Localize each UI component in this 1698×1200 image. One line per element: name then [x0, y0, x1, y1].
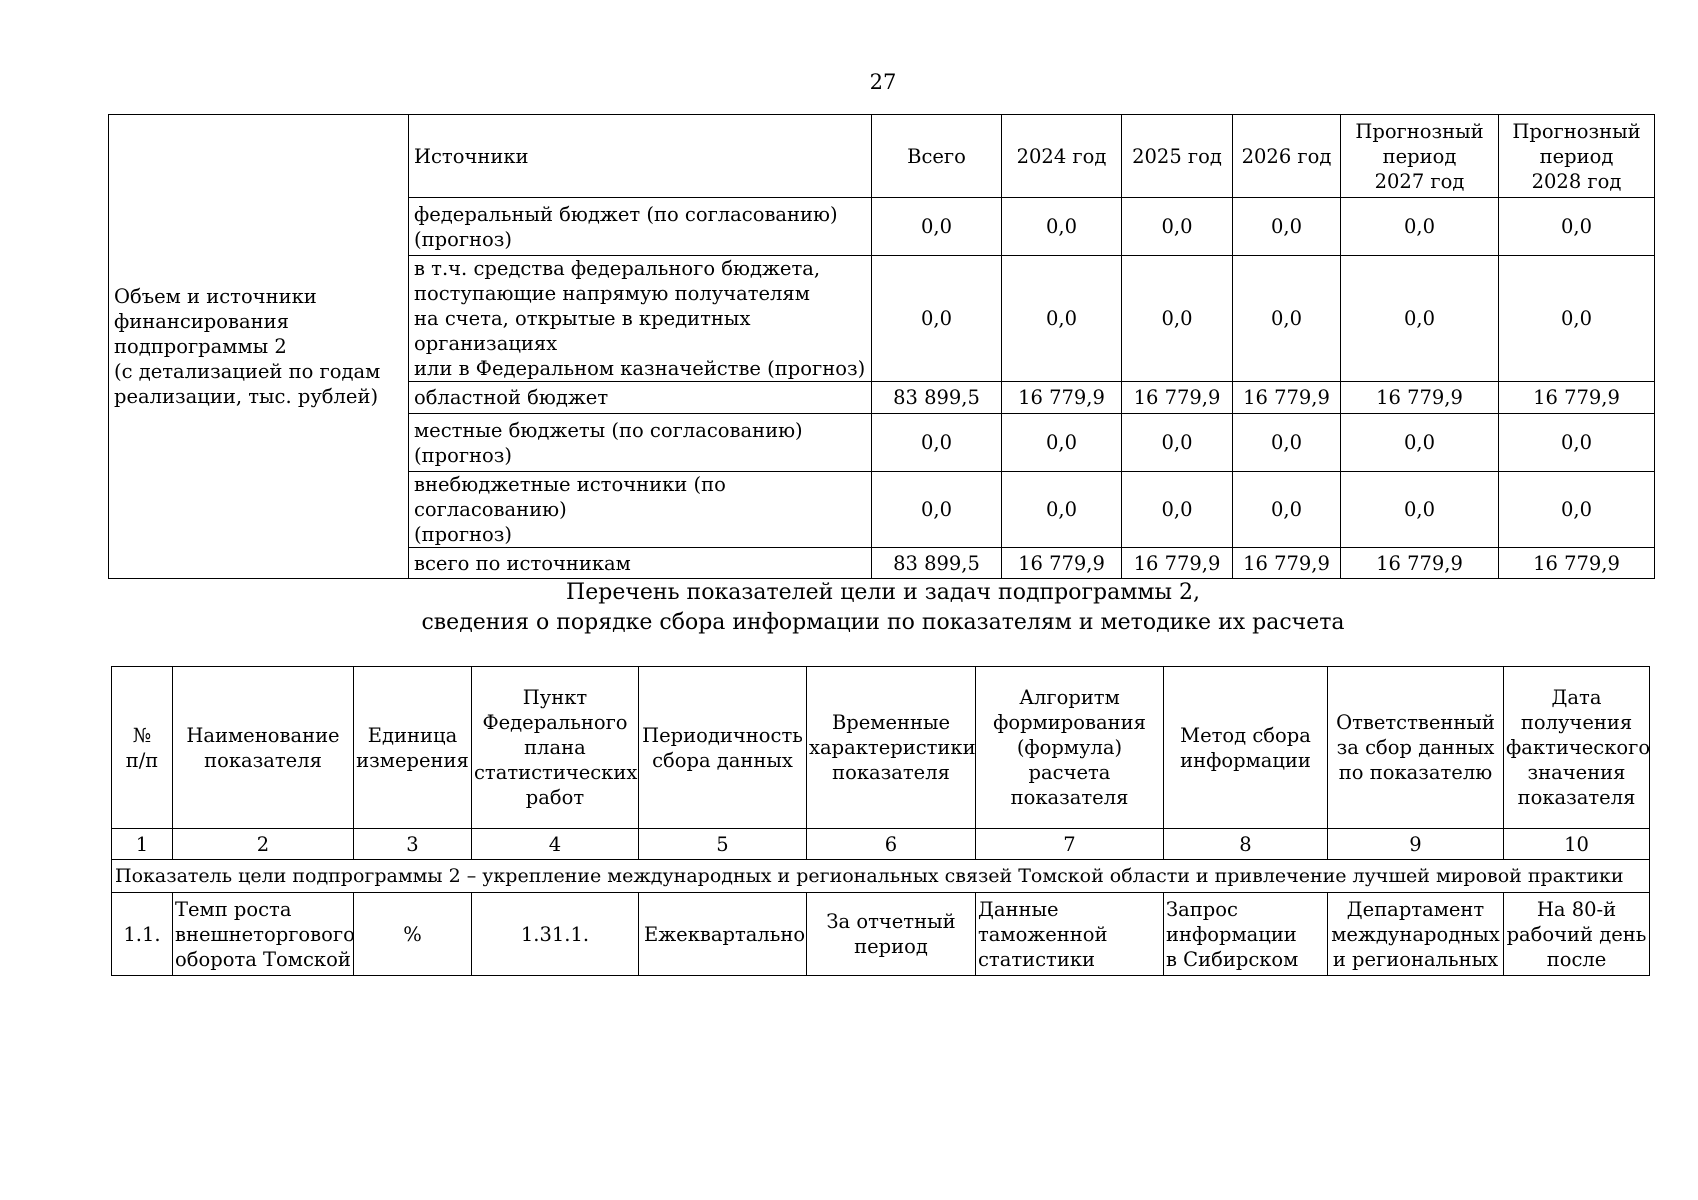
value-cell: 0,0 [1233, 472, 1341, 548]
value-cell: 16 779,9 [1233, 548, 1341, 579]
header-2024: 2024 год [1002, 115, 1122, 198]
value-cell: 0,0 [1341, 414, 1499, 472]
financing-table [108, 114, 1655, 579]
value-cell: 83 899,5 [872, 382, 1002, 414]
column-number: 6 [807, 829, 976, 860]
value-cell: 0,0 [872, 198, 1002, 256]
value-cell: 16 779,9 [1499, 548, 1655, 579]
source-cell: федеральный бюджет (по согласованию) (прогноз) [409, 198, 872, 256]
source-cell: в т.ч. средства федерального бюджета, поступающие напрямую получателям на счета, открытые в кредитных организациях или в Федеральном казначействе (прогноз) [409, 256, 872, 382]
column-number: 3 [354, 829, 472, 860]
indicators-heading-line1: Перечень показателей цели и задач подпрограммы 2, [566, 580, 1200, 605]
value-cell: 16 779,9 [1002, 548, 1122, 579]
column-number-row [112, 829, 1650, 860]
value-cell: 0,0 [1233, 198, 1341, 256]
plan-item-cell: 1.31.1. [472, 893, 639, 976]
column-number: 1 [112, 829, 173, 860]
value-cell: 0,0 [1233, 256, 1341, 382]
value-cell: 0,0 [1122, 472, 1233, 548]
value-cell: 0,0 [1002, 472, 1122, 548]
finance-header-row [109, 115, 1655, 198]
indicator-row [112, 893, 1650, 976]
algorithm-cell: Данные таможенной статистики [976, 893, 1164, 976]
value-cell: 0,0 [1341, 256, 1499, 382]
header-plan-item: Пункт Федерального плана статистических работ [472, 667, 639, 829]
value-cell: 0,0 [1122, 256, 1233, 382]
header-collection-method: Метод сбора информации [1164, 667, 1328, 829]
value-cell: 16 779,9 [1122, 382, 1233, 414]
value-cell: 16 779,9 [1341, 382, 1499, 414]
time-characteristics-cell: За отчетный период [807, 893, 976, 976]
header-2025: 2025 год [1122, 115, 1233, 198]
header-date: Дата получения фактического значения показателя [1504, 667, 1650, 829]
section-row [112, 860, 1650, 893]
indicators-heading-line2: сведения о порядке сбора информации по показателям и методике их расчета [421, 610, 1345, 635]
value-cell: 0,0 [1122, 198, 1233, 256]
header-forecast-2028: Прогнозный период 2028 год [1499, 115, 1655, 198]
header-sources: Источники [409, 115, 872, 198]
indicator-name: Темп роста внешнеторгового оборота Томской [173, 893, 354, 976]
value-cell: 0,0 [1499, 414, 1655, 472]
column-number: 7 [976, 829, 1164, 860]
header-unit: Единица измерения [354, 667, 472, 829]
source-cell: местные бюджеты (по согласованию) (прогноз) [409, 414, 872, 472]
column-number: 5 [639, 829, 807, 860]
source-cell: областной бюджет [409, 382, 872, 414]
column-number: 8 [1164, 829, 1328, 860]
value-cell: 16 779,9 [1233, 382, 1341, 414]
page-number: 27 [869, 70, 897, 94]
header-responsible: Ответственный за сбор данных по показателю [1328, 667, 1504, 829]
column-number: 9 [1328, 829, 1504, 860]
value-cell: 0,0 [1341, 198, 1499, 256]
value-cell: 0,0 [1233, 414, 1341, 472]
header-time-characteristics: Временные характеристики показателя [807, 667, 976, 829]
responsible-cell: Департамент международных и региональных [1328, 893, 1504, 976]
header-periodicity: Периодичность сбора данных [639, 667, 807, 829]
column-number: 4 [472, 829, 639, 860]
value-cell: 0,0 [872, 472, 1002, 548]
value-cell: 0,0 [1002, 256, 1122, 382]
value-cell: 0,0 [1002, 414, 1122, 472]
unit-cell: % [354, 893, 472, 976]
value-cell: 0,0 [1499, 472, 1655, 548]
source-cell: всего по источникам [409, 548, 872, 579]
value-cell: 83 899,5 [872, 548, 1002, 579]
column-number: 2 [173, 829, 354, 860]
value-cell: 0,0 [1341, 472, 1499, 548]
header-total: Всего [872, 115, 1002, 198]
column-number: 10 [1504, 829, 1650, 860]
financing-label: Объем и источники финансирования подпрограммы 2 (с детализацией по годам реализации, тыс. рублей) [109, 115, 409, 579]
goal-indicator-title: Показатель цели подпрограммы 2 – укрепление международных и региональных связей Томской области и привлечение лучшей мировой практики [112, 860, 1650, 893]
value-cell: 0,0 [1002, 198, 1122, 256]
indicators-table [111, 666, 1650, 976]
periodicity-cell: Ежеквартально [639, 893, 807, 976]
value-cell: 0,0 [872, 256, 1002, 382]
header-forecast-2027: Прогнозный период 2027 год [1341, 115, 1499, 198]
value-cell: 0,0 [1122, 414, 1233, 472]
header-indicator-name: Наименование показателя [173, 667, 354, 829]
value-cell: 16 779,9 [1341, 548, 1499, 579]
source-cell: внебюджетные источники (по согласованию) (прогноз) [409, 472, 872, 548]
value-cell: 0,0 [872, 414, 1002, 472]
header-algorithm: Алгоритм формирования (формула) расчета показателя [976, 667, 1164, 829]
header-2026: 2026 год [1233, 115, 1341, 198]
header-number: № п/п [112, 667, 173, 829]
value-cell: 0,0 [1499, 198, 1655, 256]
value-cell: 16 779,9 [1499, 382, 1655, 414]
date-cell: На 80-й рабочий день после [1504, 893, 1650, 976]
method-cell: Запрос информации в Сибирском [1164, 893, 1328, 976]
value-cell: 16 779,9 [1002, 382, 1122, 414]
value-cell: 16 779,9 [1122, 548, 1233, 579]
row-number: 1.1. [112, 893, 173, 976]
indicators-header-row [112, 667, 1650, 829]
value-cell: 0,0 [1499, 256, 1655, 382]
